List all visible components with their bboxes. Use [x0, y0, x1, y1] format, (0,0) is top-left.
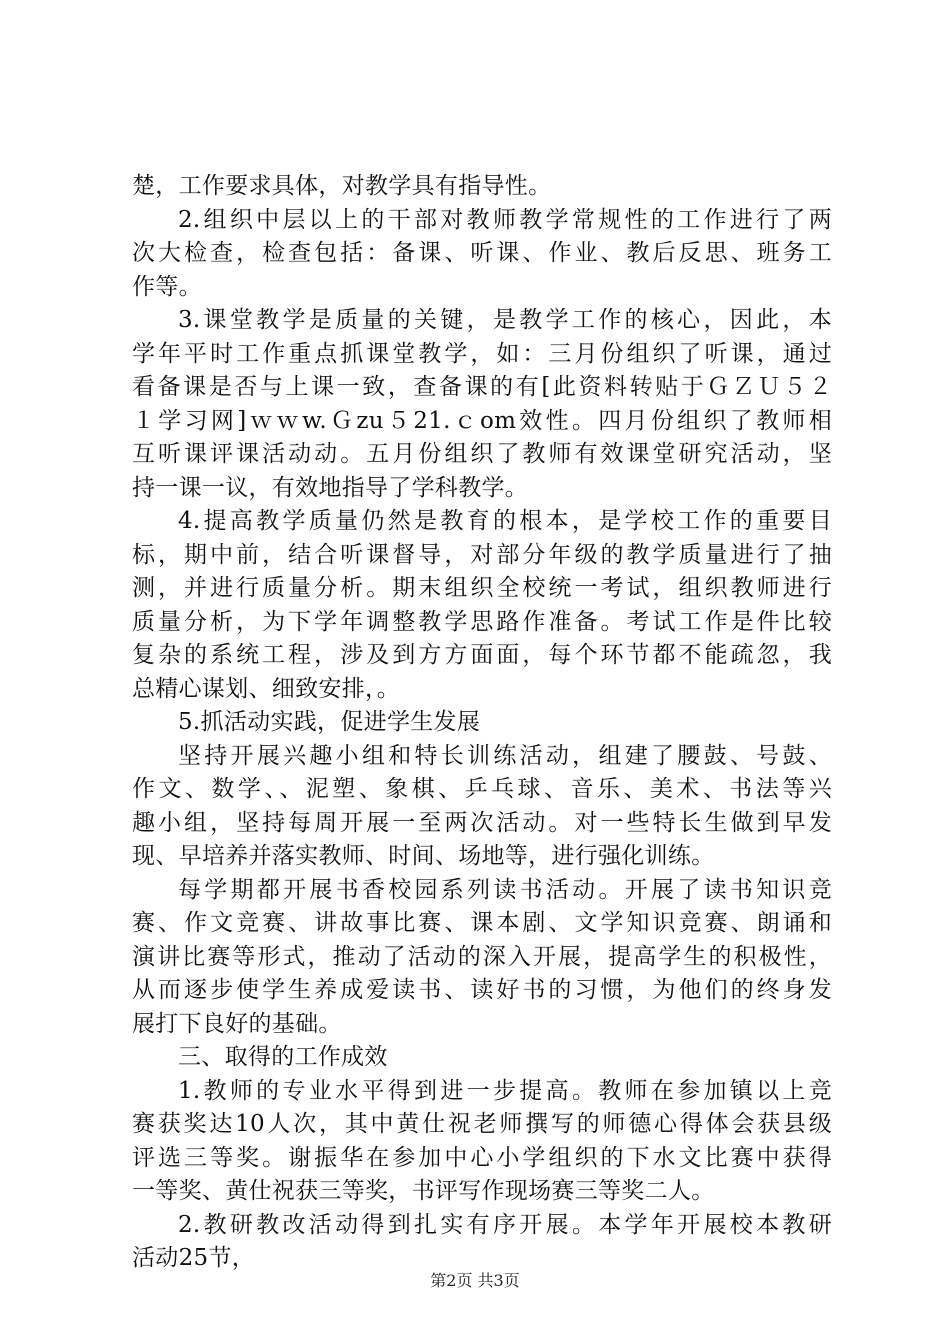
text-line: 评选三等奖。谢振华在参加中心小学组织的下水文比赛中获得 — [132, 1144, 832, 1171]
text-line: 一等奖、黄仕祝获三等奖，书评写作现场赛三等奖二人。 — [132, 1178, 715, 1204]
text-line: 展打下良好的基础。 — [132, 1010, 342, 1037]
text-line: 5.抓活动实践，促进学生发展 — [178, 709, 481, 735]
text-line: 活动25节， — [132, 1245, 256, 1271]
text-line: 2.组织中层以上的干部对教师教学常规性的工作进行了两 — [178, 206, 832, 233]
text-line: 作等。 — [132, 273, 202, 300]
text-line: 3.课堂教学是质量的关键，是教学工作的核心，因此，本 — [178, 307, 832, 333]
text-line: 质量分析，为下学年调整教学思路作准备。考试工作是件比较 — [132, 608, 832, 635]
text-line: 1.教师的专业水平得到进一步提高。教师在参加镇以上竞 — [178, 1077, 832, 1104]
text-line: 作文、数学、、泥塑、象棋、乒乓球、音乐、美术、书法等兴 — [132, 776, 832, 802]
text-line: 赛获奖达10人次，其中黄仕祝老师撰写的师德心得体会获县级 — [132, 1111, 832, 1137]
text-line: １学习网]ｗｗw.Ｇzu５21.ｃom效性。四月份组织了教师相 — [132, 407, 832, 434]
text-line: 趣小组，坚持每周开展一至两次活动。对一些特长生做到早发 — [132, 809, 832, 836]
text-line: 每学期都开展书香校园系列读书活动。开展了读书知识竞 — [178, 876, 832, 903]
text-line: 总精心谋划、细致安排，。 — [132, 675, 401, 702]
text-line: 演讲比赛等形式，推动了活动的深入开展，提高学生的积极性， — [132, 943, 832, 970]
text-line: 现、早培养并落实教师、时间、场地等，进行强化训练。 — [132, 843, 715, 869]
text-line: 赛、作文竞赛、讲故事比赛、课本剧、文学知识竞赛、朗诵和 — [132, 910, 832, 936]
text-line: 测，并进行质量分析。期末组织全校统一考试，组织教师进行 — [132, 575, 832, 601]
text-line: 4.提高教学质量仍然是教育的根本，是学校工作的重要目 — [178, 508, 832, 534]
text-line: 互听课评课活动动。五月份组织了教师有效课堂研究活动，坚 — [132, 441, 832, 467]
text-line: 持一课一议，有效地指导了学科教学。 — [132, 474, 529, 501]
text-line: 2.教研教改活动得到扎实有序开展。本学年开展校本教研 — [178, 1211, 832, 1238]
text-line: 复杂的系统工程，涉及到方方面面，每个环节都不能疏忽，我 — [132, 642, 832, 668]
text-line: 三、取得的工作成效 — [178, 1044, 388, 1070]
text-line: 学年平时工作重点抓课堂教学，如：三月份组织了听课，通过 — [132, 340, 832, 367]
text-line: 次大检查，检查包括：备课、听课、作业、教后反思、班务工 — [132, 240, 832, 266]
text-line: 标，期中前，结合听课督导，对部分年级的教学质量进行了抽 — [132, 541, 832, 568]
page-footer: 第2页 共3页 — [430, 1271, 520, 1290]
text-line: 楚，工作要求具体，对教学具有指导性。 — [132, 173, 552, 199]
text-line: 从而逐步使学生养成爱读书、读好书的习惯，为他们的终身发 — [132, 977, 832, 1003]
text-line: 看备课是否与上课一致，查备课的有[此资料转贴于ＧＺＵ５２ — [132, 374, 832, 400]
text-line: 坚持开展兴趣小组和特长训练活动，组建了腰鼓、号鼓、 — [178, 742, 832, 769]
document-body — [132, 170, 832, 1276]
